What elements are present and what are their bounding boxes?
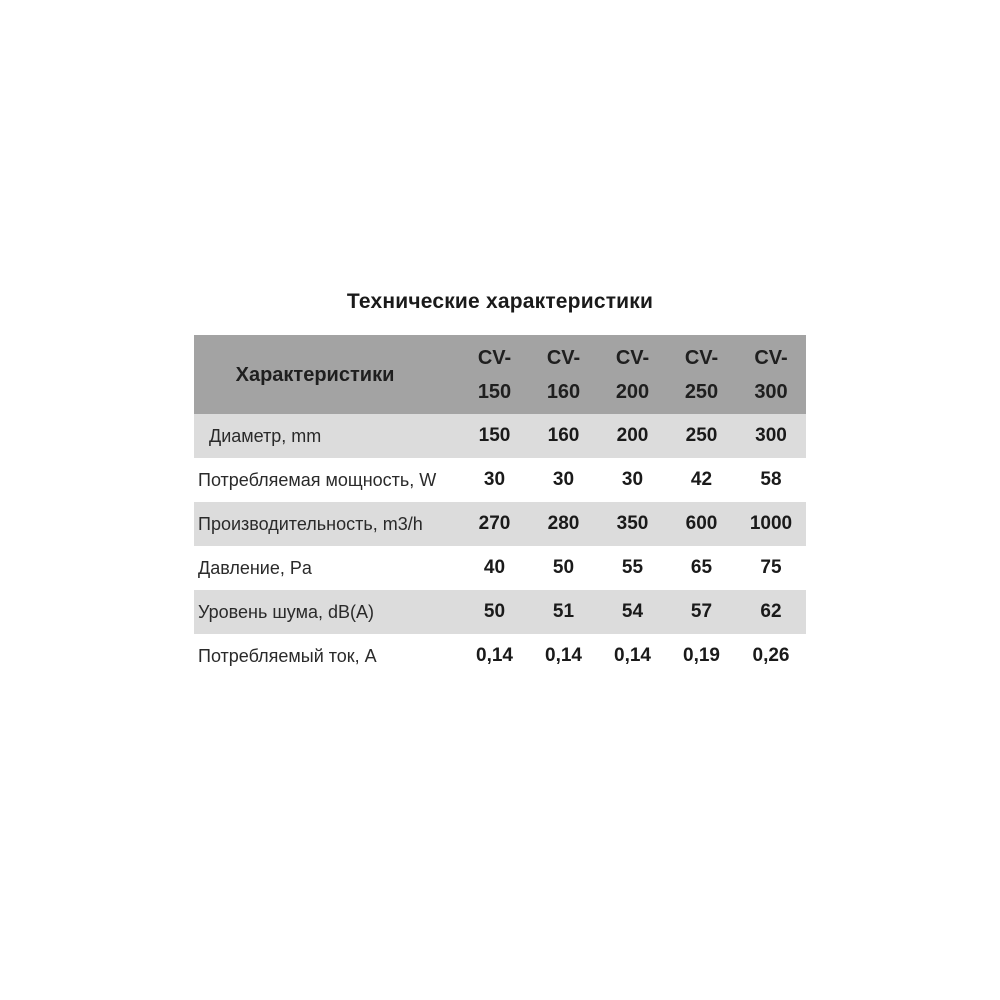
table-cell: 0,26 — [752, 645, 790, 666]
table-cell: 280 — [547, 513, 580, 534]
table-cell: 0,14 — [614, 645, 651, 666]
table-cell: 270 — [478, 513, 511, 534]
table-row-noise — [194, 590, 806, 634]
table-cell: 30 — [483, 469, 506, 490]
table-cell: 30 — [552, 469, 575, 490]
header-model-cv-250 — [667, 335, 736, 414]
table-cell: 62 — [760, 601, 782, 622]
row-label: Диаметр, mm — [209, 426, 322, 446]
header-model-line1: CV- — [615, 346, 650, 369]
table-cell: 0,14 — [545, 645, 582, 666]
table-cell: 65 — [690, 557, 713, 578]
table-cell: 40 — [483, 557, 506, 578]
table-cell: 42 — [690, 469, 713, 490]
table-cell: 50 — [552, 557, 575, 578]
table-cell: 58 — [760, 469, 782, 490]
table-row-pressure — [194, 546, 806, 590]
header-model-cv-300 — [736, 335, 806, 414]
table-cell: 55 — [621, 557, 644, 578]
row-label: Производительность, m3/h — [198, 514, 423, 534]
table-row-airflow — [194, 502, 806, 546]
header-model-line1: CV- — [754, 346, 788, 369]
spec-table — [194, 335, 806, 678]
table-cell: 300 — [755, 425, 787, 446]
row-label: Уровень шума, dB(A) — [198, 602, 374, 622]
header-model-line1: CV- — [684, 346, 719, 369]
row-label: Потребляемая мощность, W — [198, 470, 437, 490]
header-model-line1: CV- — [477, 346, 512, 369]
table-cell: 57 — [690, 601, 713, 622]
header-model-line1: CV- — [546, 346, 581, 369]
table-cell: 150 — [478, 425, 511, 446]
table-row-current — [194, 634, 806, 678]
table-cell: 50 — [483, 601, 506, 622]
header-model-cv-150 — [460, 335, 529, 414]
header-model-line2: 160 — [546, 380, 581, 403]
table-cell: 250 — [685, 425, 718, 446]
table-row-power — [194, 458, 806, 502]
header-model-cv-160 — [529, 335, 598, 414]
row-label: Давление, Pa — [198, 558, 312, 578]
table-row-diameter — [194, 414, 806, 458]
table-cell: 54 — [621, 601, 644, 622]
header-model-cv-200 — [598, 335, 667, 414]
table-header-row — [194, 335, 806, 414]
table-cell: 75 — [760, 557, 782, 578]
header-label: Характеристики — [235, 363, 395, 386]
page-title: Технические характеристики — [346, 290, 654, 313]
table-cell: 51 — [552, 601, 575, 622]
header-model-line2: 250 — [684, 380, 719, 403]
header-model-line2: 300 — [754, 380, 788, 403]
table-cell: 160 — [547, 425, 580, 446]
table-cell: 1000 — [749, 513, 793, 534]
table-cell: 350 — [616, 513, 649, 534]
row-label: Потребляемый ток, А — [198, 646, 377, 666]
table-cell: 0,14 — [476, 645, 513, 666]
table-cell: 0,19 — [683, 645, 720, 666]
table-cell: 600 — [685, 513, 718, 534]
header-model-line2: 150 — [477, 380, 512, 403]
table-cell: 200 — [616, 425, 649, 446]
table-cell: 30 — [621, 469, 644, 490]
header-model-line2: 200 — [615, 380, 650, 403]
